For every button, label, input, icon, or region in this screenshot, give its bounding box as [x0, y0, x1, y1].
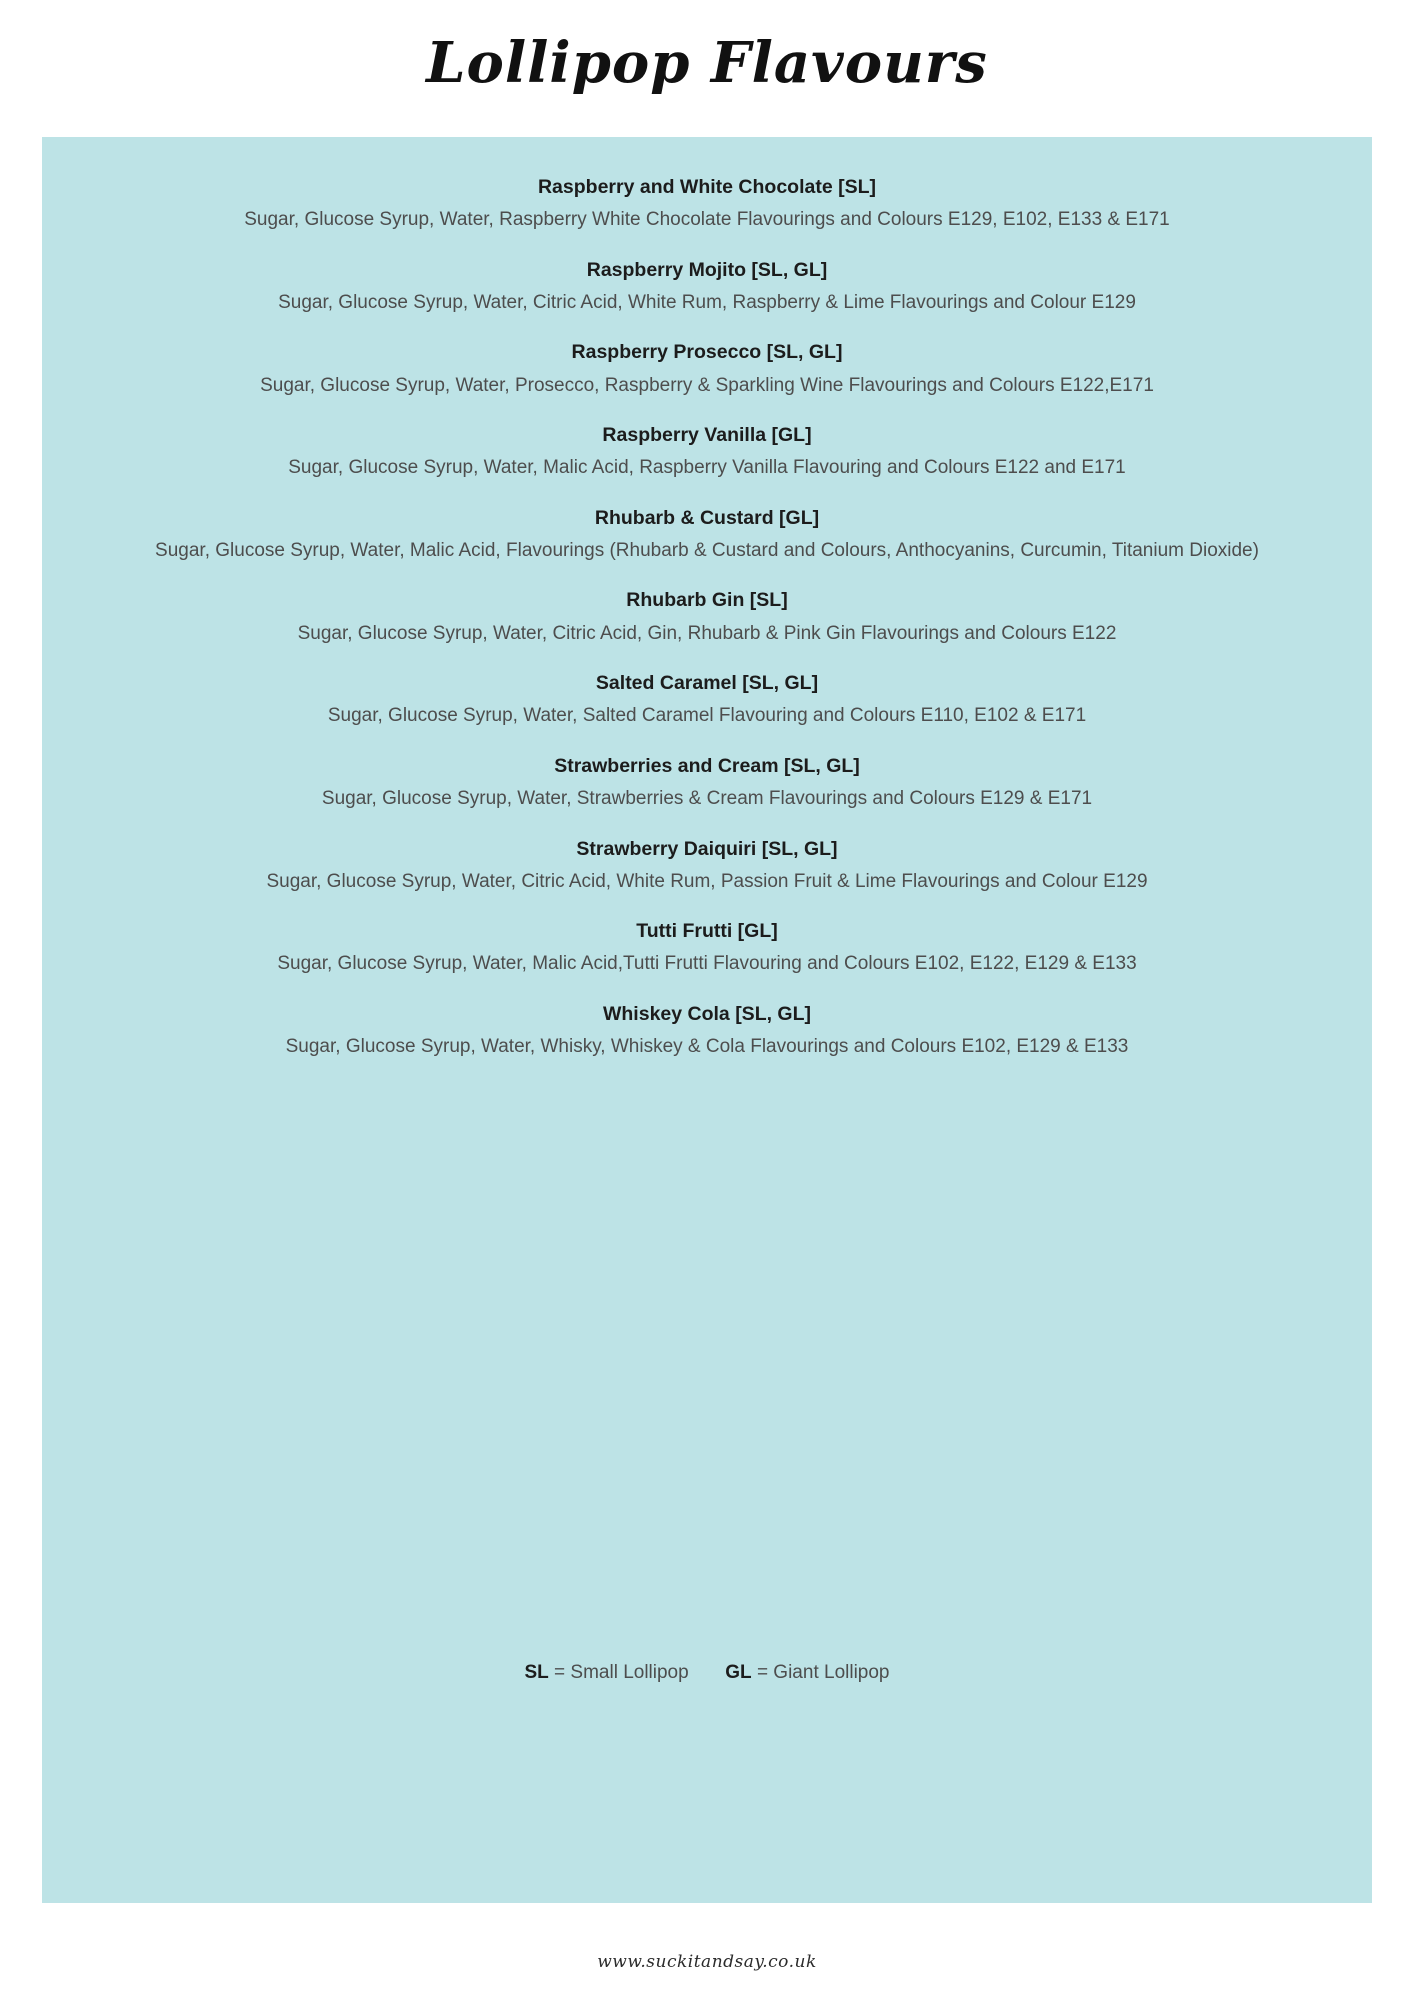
flavour-name: Raspberry Mojito [SL, GL]: [586, 258, 828, 281]
flavour-name: Strawberry Daiquiri [SL, GL]: [576, 837, 838, 860]
list-item: [42, 504, 1372, 566]
legend-gl-text: = Giant Lollipop: [756, 1662, 890, 1683]
flavour-name: Tutti Frutti [GL]: [636, 920, 778, 943]
flavour-ingredients: Sugar, Glucose Syrup, Water, Salted Caramel Flavouring and Colours E110, E102 & E171: [327, 705, 1087, 727]
flavour-list: [42, 137, 1372, 1062]
flavour-ingredients: Sugar, Glucose Syrup, Water, Strawberries & Cream Flavourings and Colours E129 & E171: [321, 788, 1093, 810]
list-item: [42, 256, 1372, 318]
list-item: [42, 669, 1372, 731]
flavour-ingredients: Sugar, Glucose Syrup, Water, Citric Acid, White Rum, Passion Fruit & Lime Flavourings and Colour E129: [266, 870, 1148, 892]
flavour-ingredients: Sugar, Glucose Syrup, Water, Whisky, Whiskey & Cola Flavourings and Colours E102, E129 & E133: [285, 1036, 1129, 1058]
flavour-name: Raspberry and White Chocolate [SL]: [537, 176, 877, 198]
flavour-name: Raspberry Vanilla [GL]: [602, 424, 812, 447]
list-item: [42, 338, 1372, 400]
legend-sl-text: = Small Lollipop: [554, 1662, 689, 1683]
flavour-ingredients: Sugar, Glucose Syrup, Water, Malic Acid, Raspberry Vanilla Flavouring and Colours E122 and E171: [288, 457, 1126, 479]
list-item: [42, 1000, 1372, 1062]
flavour-ingredients: Sugar, Glucose Syrup, Water, Citric Acid, White Rum, Raspberry & Lime Flavourings and Colour E129: [278, 291, 1136, 313]
flavour-name: Raspberry Prosecco [SL, GL]: [571, 341, 843, 364]
list-item: [42, 421, 1372, 483]
flavour-name: Rhubarb Gin [SL]: [626, 589, 788, 612]
legend: [42, 1662, 1372, 1684]
legend-gl-abbr: GL: [725, 1662, 752, 1683]
list-item: [42, 752, 1372, 814]
legend-sl-abbr: SL: [524, 1662, 549, 1683]
flavour-name: Rhubarb & Custard [GL]: [594, 506, 820, 529]
flavour-name: Strawberries and Cream [SL, GL]: [554, 754, 860, 777]
flavour-name: Salted Caramel [SL, GL]: [595, 672, 819, 695]
flavour-ingredients: Sugar, Glucose Syrup, Water, Citric Acid, Gin, Rhubarb & Pink Gin Flavourings and Colours E122: [297, 622, 1117, 644]
flavour-name: Whiskey Cola [SL, GL]: [602, 1002, 812, 1025]
list-item: [42, 917, 1372, 979]
list-item: [42, 835, 1372, 897]
footer-website: www.suckitandsay.co.uk: [597, 1952, 817, 1972]
flavours-panel: [42, 137, 1372, 1903]
flavour-ingredients: Sugar, Glucose Syrup, Water, Raspberry White Chocolate Flavourings and Colours E129, E102, E133 & E171: [244, 209, 1170, 231]
page-title: Lollipop Flavours: [426, 30, 988, 96]
list-item: [42, 173, 1372, 235]
flavour-ingredients: Sugar, Glucose Syrup, Water, Prosecco, Raspberry & Sparkling Wine Flavourings and Colours E122,E171: [260, 374, 1154, 396]
list-item: [42, 586, 1372, 648]
flavour-ingredients: Sugar, Glucose Syrup, Water, Malic Acid,Tutti Frutti Flavouring and Colours E102, E122, E129 & E133: [277, 953, 1137, 975]
flavour-ingredients: Sugar, Glucose Syrup, Water, Malic Acid, Flavourings (Rhubarb & Custard and Colours, Anthocyanins, Curcumin, Titanium Dioxide): [155, 540, 1259, 561]
